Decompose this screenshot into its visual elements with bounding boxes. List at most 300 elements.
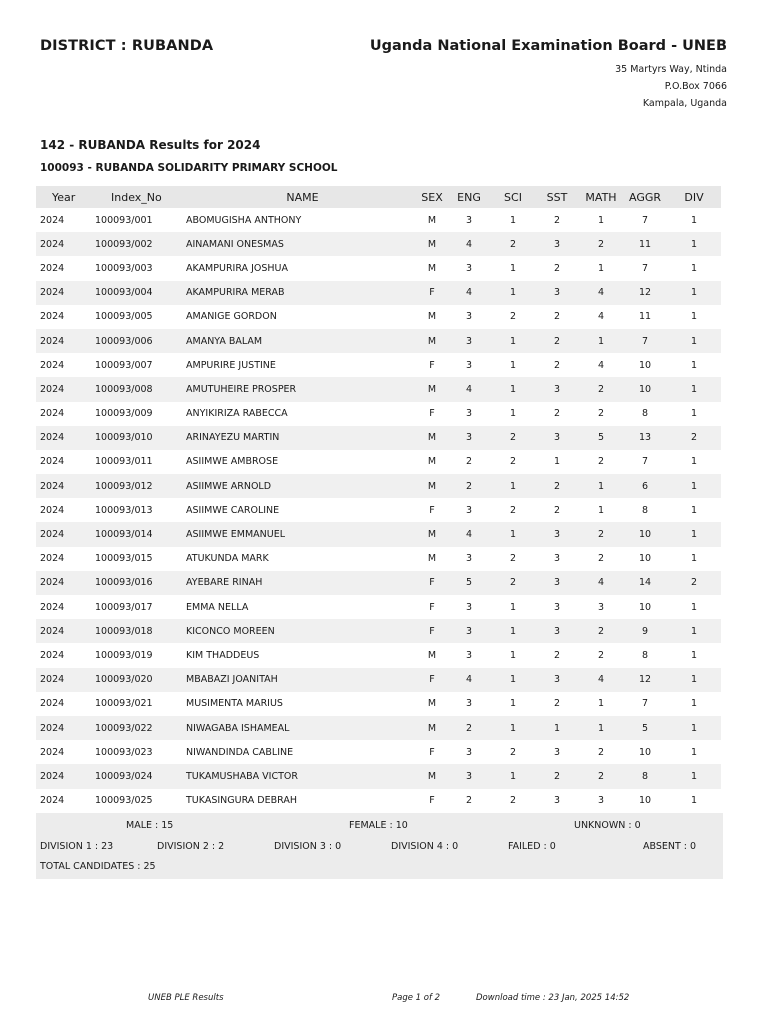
cell-math: 4 [597, 577, 605, 589]
table-row [36, 619, 721, 643]
cell-math: 2 [597, 456, 605, 468]
cell-index: 100093/020 [95, 674, 153, 686]
cell-sex-value: M [427, 335, 437, 347]
cell-year: 2024 [40, 238, 65, 250]
cell-eng: 4 [465, 529, 473, 541]
table-row [36, 668, 721, 692]
cell-year: 2024 [40, 529, 65, 541]
cell-sex-value: F [429, 601, 435, 613]
cell-eng: 2 [465, 480, 473, 492]
cell-sci: 1 [509, 698, 517, 710]
summary-panel [36, 813, 723, 879]
cell-sci: 2 [509, 432, 517, 444]
cell-sci: 1 [509, 214, 517, 226]
cell-sst: 3 [553, 529, 561, 541]
cell-name: AKAMPURIRA MERAB [186, 287, 285, 299]
cell-eng: 3 [465, 601, 473, 613]
cell-sex-value: F [429, 504, 435, 516]
cell-index: 100093/021 [95, 698, 153, 710]
cell-sci: 1 [509, 649, 517, 661]
address-line: Kampala, Uganda [642, 98, 727, 109]
footer-report-name: UNEB PLE Results [148, 993, 224, 1003]
cell-math: 4 [597, 311, 605, 323]
cell-sex [382, 505, 447, 516]
cell-index: 100093/022 [95, 722, 153, 734]
cell-math: 3 [597, 601, 605, 613]
cell-sex-value: F [429, 287, 435, 299]
cell-index: 100093/008 [95, 383, 153, 395]
cell-sex [382, 650, 447, 661]
cell-eng: 2 [465, 456, 473, 468]
cell-year: 2024 [40, 795, 65, 807]
cell-div: 1 [690, 383, 698, 395]
cell-name: ASIIMWE ARNOLD [186, 480, 272, 492]
cell-year: 2024 [40, 456, 65, 468]
cell-name: NIWAGABA ISHAMEAL [186, 722, 290, 734]
cell-sci: 2 [509, 311, 517, 323]
address-line: P.O.Box 7066 [664, 81, 727, 92]
cell-div: 1 [690, 238, 698, 250]
cell-sex [382, 311, 447, 322]
cell-aggr: 12 [638, 287, 652, 299]
female-count: FEMALE : 10 [349, 820, 408, 831]
cell-year: 2024 [40, 359, 65, 371]
cell-eng: 3 [465, 311, 473, 323]
cell-aggr: 9 [641, 625, 649, 637]
cell-year: 2024 [40, 504, 65, 516]
cell-sst: 3 [553, 746, 561, 758]
cell-sci: 2 [509, 238, 517, 250]
cell-year: 2024 [40, 262, 65, 274]
cell-name: MBABAZI JOANITAH [186, 674, 278, 686]
cell-div: 1 [690, 649, 698, 661]
column-header-index: Index_No [111, 190, 162, 204]
cell-sci: 1 [509, 287, 517, 299]
table-row [36, 595, 721, 619]
cell-name: AMUTUHEIRE PROSPER [186, 383, 297, 395]
cell-sst: 2 [553, 359, 561, 371]
cell-aggr: 11 [638, 238, 652, 250]
column-header-sst: SST [546, 190, 568, 204]
cell-math: 4 [597, 674, 605, 686]
cell-sst: 3 [553, 795, 561, 807]
cell-eng: 4 [465, 287, 473, 299]
table-row [36, 764, 721, 788]
column-header-sex-label: SEX [421, 190, 443, 204]
column-header-math: MATH [585, 190, 617, 204]
board-title: Uganda National Examination Board - UNEB [369, 38, 727, 54]
table-row [36, 377, 721, 401]
cell-sex-value: M [427, 553, 437, 565]
cell-sci: 1 [509, 722, 517, 734]
column-header-aggr: AGGR [628, 190, 662, 204]
cell-sex-value: M [427, 480, 437, 492]
cell-name: ASIIMWE EMMANUEL [186, 529, 285, 541]
cell-eng: 3 [465, 214, 473, 226]
cell-sex-value: M [427, 311, 437, 323]
cell-aggr: 8 [641, 504, 649, 516]
table-row [36, 450, 721, 474]
cell-sst: 3 [553, 601, 561, 613]
cell-sex-value: F [429, 674, 435, 686]
cell-aggr: 14 [638, 577, 652, 589]
cell-sex [382, 384, 447, 395]
cell-year: 2024 [40, 432, 65, 444]
unknown-count: UNKNOWN : 0 [574, 820, 641, 831]
cell-sci: 2 [509, 746, 517, 758]
cell-math: 3 [597, 795, 605, 807]
table-row [36, 329, 721, 353]
cell-eng: 3 [465, 649, 473, 661]
cell-aggr: 7 [641, 335, 649, 347]
cell-sci: 1 [509, 262, 517, 274]
total-candidates: TOTAL CANDIDATES : 25 [40, 861, 156, 872]
cell-index: 100093/006 [95, 335, 153, 347]
cell-sex [382, 336, 447, 347]
cell-math: 2 [597, 649, 605, 661]
cell-eng: 4 [465, 674, 473, 686]
cell-math: 2 [597, 238, 605, 250]
cell-sex-value: M [427, 770, 437, 782]
cell-eng: 3 [465, 504, 473, 516]
cell-year: 2024 [40, 577, 65, 589]
cell-sex-value: F [429, 408, 435, 420]
cell-sex [382, 239, 447, 250]
cell-sst: 3 [553, 383, 561, 395]
cell-math: 2 [597, 746, 605, 758]
cell-index: 100093/019 [95, 649, 153, 661]
cell-eng: 3 [465, 698, 473, 710]
cell-name: AKAMPURIRA JOSHUA [186, 262, 288, 274]
cell-eng: 3 [465, 262, 473, 274]
cell-year: 2024 [40, 214, 65, 226]
cell-sst: 2 [553, 504, 561, 516]
cell-div: 1 [690, 287, 698, 299]
results-title: 142 - RUBANDA Results for 2024 [40, 138, 261, 152]
cell-div: 1 [690, 698, 698, 710]
cell-aggr: 8 [641, 649, 649, 661]
cell-index: 100093/015 [95, 553, 153, 565]
cell-sex-value: M [427, 238, 437, 250]
cell-aggr: 8 [641, 770, 649, 782]
division-1-count: DIVISION 1 : 23 [40, 841, 114, 852]
cell-name: KICONCO MOREEN [186, 625, 275, 637]
cell-sex-value: F [429, 795, 435, 807]
division-4-count: DIVISION 4 : 0 [391, 841, 459, 852]
cell-sci: 1 [509, 335, 517, 347]
cell-math: 2 [597, 625, 605, 637]
cell-sex [382, 553, 447, 564]
cell-index: 100093/023 [95, 746, 153, 758]
cell-index: 100093/001 [95, 214, 153, 226]
cell-math: 1 [597, 722, 605, 734]
table-row [36, 256, 721, 280]
cell-eng: 3 [465, 625, 473, 637]
table-row [36, 208, 721, 232]
cell-math: 1 [597, 214, 605, 226]
cell-math: 4 [597, 359, 605, 371]
cell-aggr: 10 [638, 359, 652, 371]
cell-sex [382, 432, 447, 443]
cell-sci: 1 [509, 674, 517, 686]
cell-sst: 3 [553, 625, 561, 637]
cell-div: 1 [690, 553, 698, 565]
cell-aggr: 7 [641, 456, 649, 468]
cell-sex-value: M [427, 432, 437, 444]
cell-sex-value: M [427, 698, 437, 710]
cell-name: ANYIKIRIZA RABECCA [186, 408, 288, 420]
district-title: DISTRICT : RUBANDA [40, 38, 214, 54]
cell-sex-value: M [427, 456, 437, 468]
cell-year: 2024 [40, 311, 65, 323]
cell-aggr: 10 [638, 795, 652, 807]
cell-sst: 2 [553, 408, 561, 420]
cell-math: 2 [597, 529, 605, 541]
cell-eng: 3 [465, 335, 473, 347]
cell-sex-value: F [429, 577, 435, 589]
cell-math: 1 [597, 698, 605, 710]
cell-sci: 2 [509, 456, 517, 468]
cell-sex [382, 674, 447, 685]
cell-sst: 3 [553, 674, 561, 686]
table-row [36, 426, 721, 450]
cell-eng: 5 [465, 577, 473, 589]
cell-name: EMMA NELLA [186, 601, 249, 613]
cell-eng: 3 [465, 746, 473, 758]
cell-sci: 1 [509, 383, 517, 395]
cell-sex [382, 287, 447, 298]
cell-name: KIM THADDEUS [186, 649, 260, 661]
cell-aggr: 6 [641, 480, 649, 492]
cell-index: 100093/004 [95, 287, 153, 299]
column-header-eng: ENG [457, 190, 481, 204]
table-header [36, 186, 721, 208]
column-header-sci: SCI [504, 190, 522, 204]
table-row [36, 740, 721, 764]
cell-math: 2 [597, 383, 605, 395]
cell-aggr: 7 [641, 214, 649, 226]
cell-sex [382, 360, 447, 371]
cell-math: 1 [597, 480, 605, 492]
cell-sci: 1 [509, 770, 517, 782]
cell-sci: 1 [509, 480, 517, 492]
cell-sex-value: M [427, 383, 437, 395]
cell-sex [382, 481, 447, 492]
cell-sst: 2 [553, 770, 561, 782]
cell-year: 2024 [40, 287, 65, 299]
cell-index: 100093/011 [95, 456, 153, 468]
cell-aggr: 12 [638, 674, 652, 686]
cell-div: 1 [690, 674, 698, 686]
cell-sex [382, 747, 447, 758]
cell-sex-value: F [429, 625, 435, 637]
results-table [36, 186, 721, 813]
cell-sex-value: F [429, 746, 435, 758]
cell-year: 2024 [40, 601, 65, 613]
cell-sex [382, 723, 447, 734]
cell-sst: 1 [553, 722, 561, 734]
cell-year: 2024 [40, 335, 65, 347]
table-row [36, 789, 721, 813]
division-2-count: DIVISION 2 : 2 [157, 841, 225, 852]
table-row [36, 522, 721, 546]
cell-year: 2024 [40, 553, 65, 565]
cell-index: 100093/007 [95, 359, 153, 371]
cell-sci: 2 [509, 577, 517, 589]
cell-aggr: 10 [638, 601, 652, 613]
cell-year: 2024 [40, 649, 65, 661]
cell-div: 1 [690, 214, 698, 226]
cell-index: 100093/012 [95, 480, 153, 492]
cell-name: AINAMANI ONESMAS [186, 238, 284, 250]
cell-sst: 2 [553, 214, 561, 226]
cell-year: 2024 [40, 480, 65, 492]
cell-year: 2024 [40, 722, 65, 734]
cell-index: 100093/024 [95, 770, 153, 782]
cell-year: 2024 [40, 698, 65, 710]
cell-aggr: 10 [638, 383, 652, 395]
cell-index: 100093/009 [95, 408, 153, 420]
cell-sex-value: M [427, 262, 437, 274]
cell-year: 2024 [40, 770, 65, 782]
cell-sex-value: F [429, 359, 435, 371]
cell-div: 1 [690, 795, 698, 807]
cell-name: ARINAYEZU MARTIN [186, 432, 280, 444]
cell-sex-value: M [427, 722, 437, 734]
cell-index: 100093/013 [95, 504, 153, 516]
cell-eng: 4 [465, 238, 473, 250]
cell-sst: 3 [553, 432, 561, 444]
cell-sex [382, 626, 447, 637]
cell-sst: 2 [553, 480, 561, 492]
cell-aggr: 13 [638, 432, 652, 444]
cell-name: NIWANDINDA CABLINE [186, 746, 294, 758]
cell-sst: 2 [553, 262, 561, 274]
cell-name: ASIIMWE AMBROSE [186, 456, 279, 468]
table-row [36, 716, 721, 740]
cell-name: AMPURIRE JUSTINE [186, 359, 276, 371]
cell-year: 2024 [40, 746, 65, 758]
cell-sst: 1 [553, 456, 561, 468]
cell-name: MUSIMENTA MARIUS [186, 698, 283, 710]
cell-sex [382, 263, 447, 274]
cell-div: 1 [690, 311, 698, 323]
table-row [36, 281, 721, 305]
cell-sci: 2 [509, 795, 517, 807]
cell-index: 100093/014 [95, 529, 153, 541]
cell-name: AYEBARE RINAH [186, 577, 263, 589]
cell-sex-value: M [427, 649, 437, 661]
column-header-div: DIV [684, 190, 704, 204]
cell-div: 1 [690, 456, 698, 468]
cell-sci: 1 [509, 601, 517, 613]
cell-math: 4 [597, 287, 605, 299]
column-header-name: NAME [286, 190, 319, 204]
cell-div: 1 [690, 601, 698, 613]
cell-sst: 2 [553, 649, 561, 661]
cell-index: 100093/017 [95, 601, 153, 613]
cell-div: 2 [690, 577, 698, 589]
table-row [36, 547, 721, 571]
cell-eng: 2 [465, 795, 473, 807]
cell-name: TUKAMUSHABA VICTOR [186, 770, 298, 782]
cell-aggr: 10 [638, 553, 652, 565]
table-row [36, 232, 721, 256]
cell-sex-value: M [427, 529, 437, 541]
cell-name: ATUKUNDA MARK [186, 553, 269, 565]
address-line: 35 Martyrs Way, Ntinda [615, 64, 727, 75]
cell-name: TUKASINGURA DEBRAH [186, 795, 297, 807]
cell-aggr: 10 [638, 746, 652, 758]
cell-sex [382, 529, 447, 540]
cell-div: 1 [690, 359, 698, 371]
column-header-sex [382, 191, 447, 204]
cell-math: 2 [597, 553, 605, 565]
cell-index: 100093/003 [95, 262, 153, 274]
table-row [36, 402, 721, 426]
cell-index: 100093/016 [95, 577, 153, 589]
cell-div: 1 [690, 504, 698, 516]
cell-name: AMANYA BALAM [186, 335, 263, 347]
footer-download-time: Download time : 23 Jan, 2025 14:52 [476, 993, 630, 1003]
cell-year: 2024 [40, 408, 65, 420]
cell-index: 100093/018 [95, 625, 153, 637]
cell-aggr: 8 [641, 408, 649, 420]
cell-name: ASIIMWE CAROLINE [186, 504, 280, 516]
cell-index: 100093/002 [95, 238, 153, 250]
table-row [36, 498, 721, 522]
cell-sst: 3 [553, 577, 561, 589]
cell-name: AMANIGE GORDON [186, 311, 277, 323]
cell-div: 1 [690, 262, 698, 274]
cell-eng: 3 [465, 432, 473, 444]
cell-eng: 3 [465, 359, 473, 371]
cell-eng: 3 [465, 770, 473, 782]
division-3-count: DIVISION 3 : 0 [274, 841, 342, 852]
cell-sst: 3 [553, 553, 561, 565]
cell-div: 1 [690, 625, 698, 637]
cell-math: 1 [597, 504, 605, 516]
cell-eng: 2 [465, 722, 473, 734]
cell-index: 100093/025 [95, 795, 153, 807]
cell-year: 2024 [40, 625, 65, 637]
table-row [36, 474, 721, 498]
column-header-year: Year [52, 190, 76, 204]
failed-count: FAILED : 0 [508, 841, 556, 852]
cell-sex [382, 771, 447, 782]
cell-sex [382, 456, 447, 467]
cell-sex [382, 795, 447, 806]
cell-sex [382, 577, 447, 588]
cell-math: 2 [597, 770, 605, 782]
cell-sex [382, 602, 447, 613]
cell-aggr: 7 [641, 262, 649, 274]
cell-div: 1 [690, 408, 698, 420]
cell-sst: 2 [553, 335, 561, 347]
cell-eng: 4 [465, 383, 473, 395]
cell-div: 1 [690, 746, 698, 758]
cell-sex [382, 215, 447, 226]
cell-sst: 3 [553, 287, 561, 299]
cell-sci: 1 [509, 625, 517, 637]
cell-sci: 1 [509, 359, 517, 371]
table-row [36, 305, 721, 329]
cell-index: 100093/010 [95, 432, 153, 444]
cell-div: 1 [690, 480, 698, 492]
cell-sst: 3 [553, 238, 561, 250]
cell-div: 1 [690, 770, 698, 782]
cell-sex-value: M [427, 214, 437, 226]
